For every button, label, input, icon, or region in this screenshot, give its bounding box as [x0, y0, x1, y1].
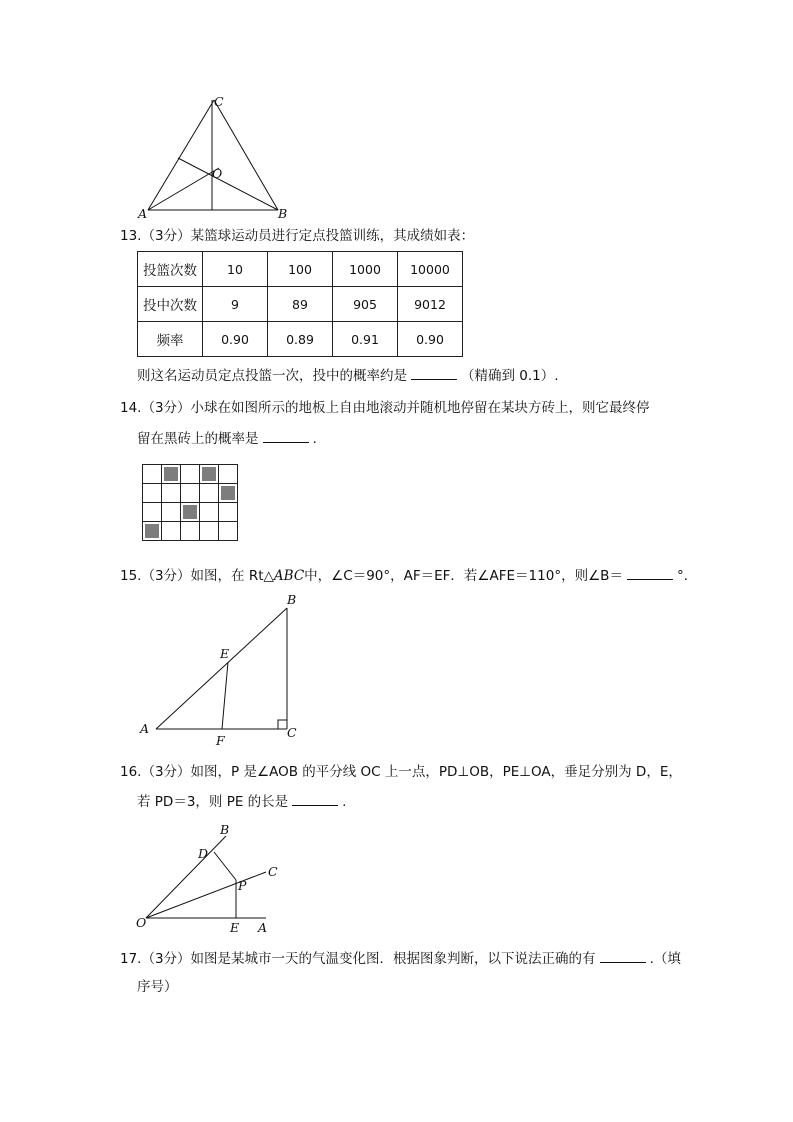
floor-tile-white	[181, 484, 200, 503]
floor-tile-dark	[200, 465, 219, 484]
label-b: B	[278, 206, 288, 221]
q16-line2-tail: .	[342, 794, 347, 810]
label-c: C	[214, 94, 224, 109]
table-cell: 10	[203, 252, 268, 287]
segment-ac	[148, 100, 214, 210]
floor-tile-white	[162, 484, 181, 503]
table-row-label: 频率	[138, 322, 203, 357]
table-cell: 89	[268, 287, 333, 322]
floor-tile-white	[219, 503, 238, 522]
label-e: E	[220, 646, 230, 661]
segment-pd	[214, 852, 236, 880]
label-o: O	[136, 915, 147, 930]
table-cell: 1000	[333, 252, 398, 287]
answer-blank	[263, 428, 309, 443]
label-f: F	[216, 733, 225, 747]
floor-tile-white	[200, 522, 219, 541]
floor-tile-white	[200, 503, 219, 522]
floor-tile-white	[181, 465, 200, 484]
table-cell: 10000	[398, 252, 463, 287]
table-cell: 0.89	[268, 322, 333, 357]
ray-oc	[146, 872, 266, 918]
label-o: O	[212, 166, 223, 181]
label-b: B	[287, 592, 297, 607]
floor-tile-white	[143, 503, 162, 522]
q15-prefix: 15.（3分）如图，在 Rt	[120, 568, 264, 584]
table-cell: 905	[333, 287, 398, 322]
question-16-line2	[137, 791, 346, 812]
floor-tile-white	[219, 465, 238, 484]
table-row-label: 投篮次数	[138, 252, 203, 287]
table-cell: 9	[203, 287, 268, 322]
floor-tile-white	[181, 522, 200, 541]
q15-suffix: °．	[676, 568, 698, 584]
table-row	[138, 287, 463, 322]
question-16-line1: 16.（3分）如图，P 是∠AOB 的平分线 OC 上一点，PD⊥OB，PE⊥OA，垂足分别为 D，E，	[120, 764, 682, 780]
question-17-line1	[120, 948, 681, 969]
table-cell: 0.90	[398, 322, 463, 357]
question-17-line2: 序号）	[137, 979, 178, 995]
label-p: P	[238, 878, 247, 893]
right-angle-marker	[278, 720, 287, 729]
floor-tile-white	[143, 465, 162, 484]
floor-tile-dark	[219, 484, 238, 503]
answer-blank	[600, 948, 646, 963]
question-15-text	[120, 565, 697, 586]
table-cell: 9012	[398, 287, 463, 322]
answer-blank	[411, 365, 457, 380]
floor-tile-white	[162, 522, 181, 541]
table-row-label: 投中次数	[138, 287, 203, 322]
label-d: D	[198, 846, 209, 861]
label-e: E	[230, 920, 240, 935]
q16-line2-text: 若 PD＝3，则 PE 的长是	[137, 794, 289, 810]
floor-tile-dark	[143, 522, 162, 541]
table-cell: 0.91	[333, 322, 398, 357]
q17-line1-tail: .（填	[649, 951, 681, 967]
q15-mid: 中，∠C＝90°，AF＝EF．若∠AFE＝110°，则∠B＝	[304, 568, 623, 584]
segment-ef	[222, 662, 228, 729]
q13-number: 13.	[120, 228, 142, 244]
q13-stem: （3分）某篮球运动员进行定点投篮训练，其成绩如表：	[141, 228, 475, 244]
q15-triangle: △ABC	[263, 568, 305, 584]
floor-tile-white	[143, 484, 162, 503]
q13-table	[137, 251, 463, 357]
figure-q15-triangle	[136, 592, 306, 747]
q13-after-text: 则这名运动员定点投篮一次，投中的概率约是	[137, 368, 407, 384]
label-c: C	[287, 725, 297, 740]
table-cell: 0.90	[203, 322, 268, 357]
floor-tile-white	[219, 522, 238, 541]
floor-tile-dark	[162, 465, 181, 484]
q14-line2-tail: .	[312, 431, 317, 447]
question-14-line1: 14.（3分）小球在如图所示的地板上自由地滚动并随机地停留在某块方砖上，则它最终停	[120, 400, 650, 416]
q17-line1-text: 17.（3分）如图是某城市一天的气温变化图．根据图象判断，以下说法正确的有	[120, 951, 596, 967]
table-row	[138, 322, 463, 357]
label-a: A	[140, 721, 150, 736]
floor-tile-white	[200, 484, 219, 503]
label-b: B	[220, 822, 230, 837]
floor-tile-dark	[181, 503, 200, 522]
question-13-text	[120, 226, 474, 246]
table-row	[138, 252, 463, 287]
segment-ab	[156, 608, 287, 729]
label-a: A	[138, 206, 148, 221]
question-13-followup	[137, 365, 559, 386]
answer-blank	[627, 565, 673, 580]
question-14-line2	[137, 428, 317, 449]
figure-q12-triangle	[132, 92, 292, 222]
ray-ob	[146, 836, 226, 918]
q14-line2-text: 留在黑砖上的概率是	[137, 431, 259, 447]
answer-blank	[292, 791, 338, 806]
figure-q16-angle	[134, 820, 284, 935]
label-c: C	[268, 864, 278, 879]
q13-after-tail: （精确到 0.1）.	[461, 368, 559, 384]
table-cell: 100	[268, 252, 333, 287]
label-a: A	[258, 920, 268, 935]
floor-tile-white	[162, 503, 181, 522]
q14-floor-grid	[142, 464, 238, 541]
